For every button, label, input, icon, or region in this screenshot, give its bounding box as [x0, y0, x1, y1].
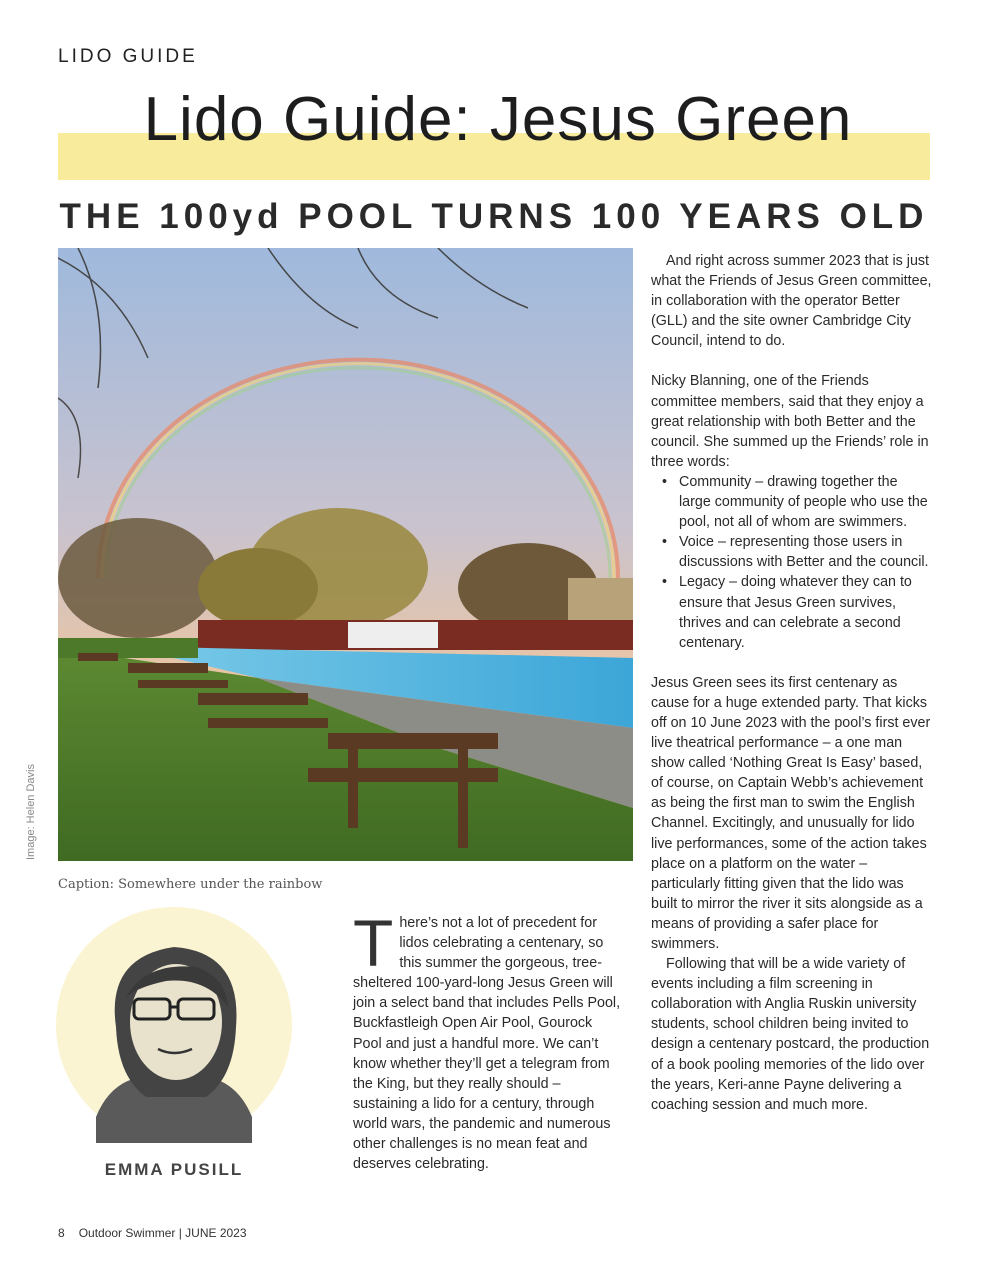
roles-list	[651, 472, 933, 653]
author-name: EMMA PUSILL	[104, 1160, 244, 1179]
page-number: 8	[58, 1226, 65, 1240]
paragraph-3: Jesus Green sees its first centenary as cause for a huge extended party. That kicks off on 10 June 2023 with the pool’s first ever live theatrical performance – a one man show called ‘Nothing Great Is Easy’ based, of course, on Captain Webb’s achievement as being the first man to swim the English Channel. Excitingly, and unusually for lido live performances, some of the action takes place on a platform on the water – particularly fitting given that the lido was built to mirror the river it sits alongside as a means of providing a safer place for swimmers.	[651, 674, 931, 952]
list-item: • Community – drawing together the large community of people who use the pool, not all of whom are swimmers.	[679, 472, 933, 532]
section-kicker: LIDO GUIDE	[58, 46, 198, 67]
list-item: • Legacy – doing whatever they can to ensure that Jesus Green survives, thrives and can celebrate a second centenary.	[679, 572, 933, 652]
publication-info: Outdoor Swimmer | JUNE 2023	[78, 1226, 247, 1240]
photo-caption: Caption: Somewhere under the rainbow	[58, 877, 323, 892]
paragraph-4: Following that will be a wide variety of events including a film screening in collaboration with Anglia Ruskin university students, school children being invited to design a centenary postcard, the production of a book pooling memories of the lido over the years, Keri-anne Payne delivering a coaching session and much more.	[651, 956, 930, 1113]
author-portrait	[56, 907, 292, 1143]
page-title: Lido Guide: Jesus Green	[143, 85, 853, 154]
photo-credit: Image: Helen Davis	[25, 764, 37, 860]
intro-text: here’s not a lot of precedent for lidos celebrating a centenary, so this summer the gorgeous, tree-sheltered 100-yard-long Jesus Green will join a select band that includes Pells Pool, Buckfastleigh Open Air Pool, Gourock Pool and just a handful more. We can’t know whether they’ll get a telegram from the King, but they really should – sustaining a lido for a century, through world wars, the pandemic and numerous other challenges is no mean feat and deserves celebrating.	[353, 915, 621, 1173]
page-subtitle: THE 100yd POOL TURNS 100 YEARS OLD	[59, 197, 929, 236]
paragraph-2: Nicky Blanning, one of the Friends committee members, said that they enjoy a great relationship with both Better and the council. She summed up the Friends’ role in three words:	[651, 373, 929, 470]
lido-rainbow-photo	[58, 248, 633, 861]
article-column-right	[651, 251, 933, 1115]
paragraph-1: And right across summer 2023 that is just what the Friends of Jesus Green committee, in collaboration with the operator Better (GLL) and the site owner Cambridge City Council, intend to do.	[651, 253, 932, 350]
intro-paragraph	[353, 906, 621, 1174]
page-footer	[58, 1226, 261, 1240]
drop-cap: T	[353, 906, 394, 980]
article-column-middle	[353, 906, 621, 1174]
list-item: • Voice – representing those users in discussions with Better and the council.	[679, 532, 933, 572]
